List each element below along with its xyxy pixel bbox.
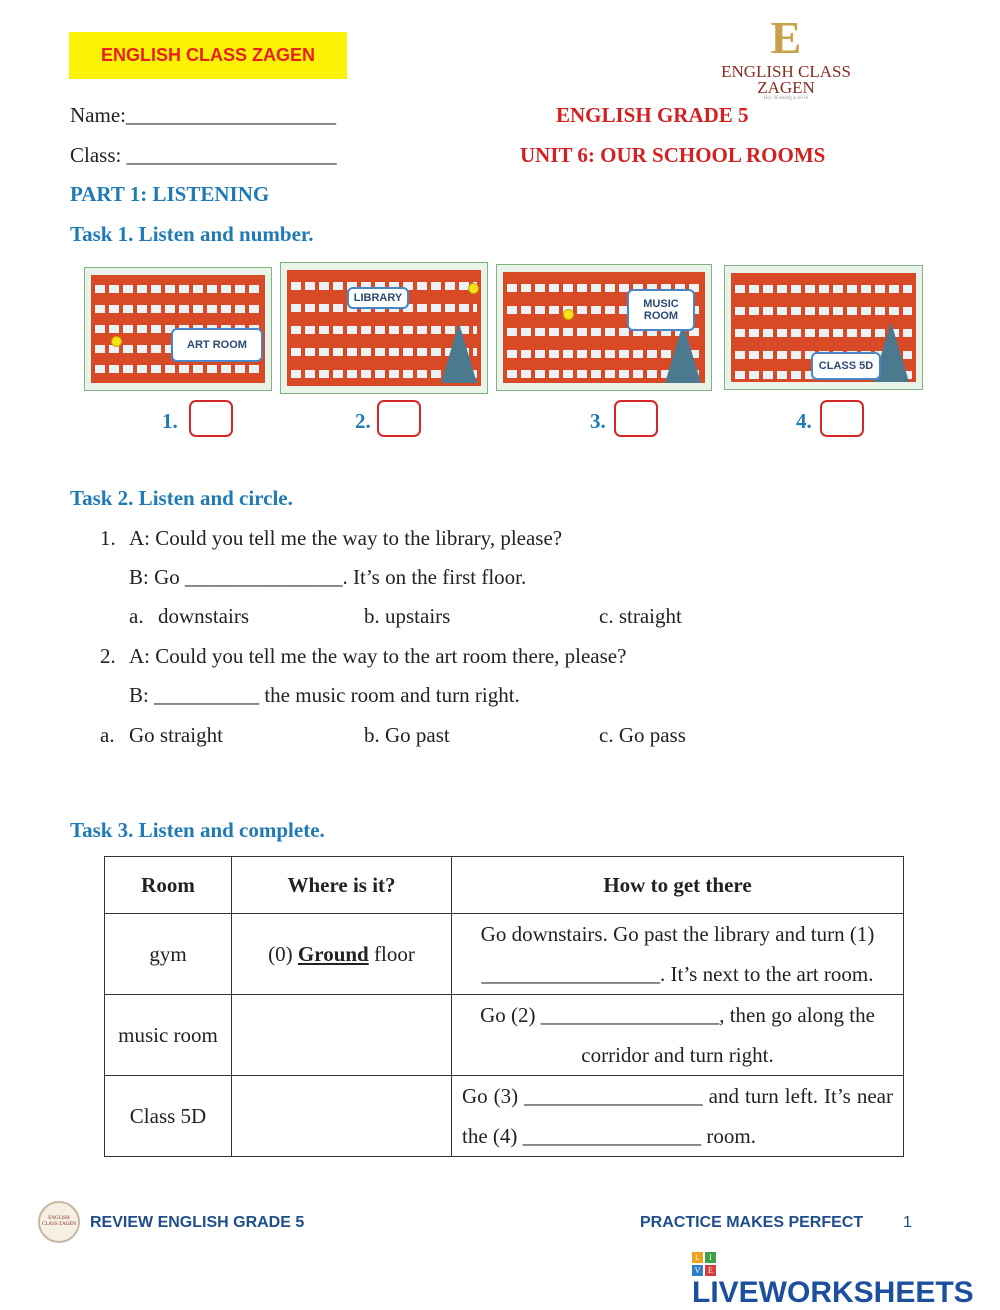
option-letter: a. [129,604,144,628]
brand-logo [706,12,866,101]
answer-box-3[interactable] [614,400,658,437]
logo-letter: E [770,12,802,63]
liveworksheets-brand[interactable] [692,1252,1000,1310]
table-row [105,995,904,1076]
logo-tagline: Học để không ai bỏ lỡ [763,96,809,101]
grade-title: ENGLISH GRADE 5 [556,103,749,127]
column-header-where: Where is it? [232,857,452,914]
question-1-line-a: A: Could you tell me the way to the library, please? [129,526,563,550]
question-1-option-b[interactable]: b. upstairs [364,604,451,628]
answer-box-2[interactable] [377,400,421,437]
column-header-how: How to get there [452,857,904,914]
room-label-library: LIBRARY [347,287,409,309]
table-header-row [105,857,904,914]
where-cell[interactable] [232,995,452,1076]
location-dot [563,309,574,320]
option-letter: a. [100,723,115,747]
task3-table [104,856,904,1157]
room-cell: gym [105,914,232,995]
example-prefix: (0) [268,942,293,966]
where-cell[interactable] [232,1076,452,1157]
table-row [105,914,904,995]
question-number: 1. [100,526,116,550]
how-cell[interactable]: Go downstairs. Go past the library and turn (1) _________________. It’s next to the art room. [452,914,904,995]
answer-number: 3. [590,409,606,433]
table-row [105,1076,904,1157]
logo-text: ENGLISH CLASS ZAGEN [721,62,851,97]
how-cell[interactable]: Go (3) _________________ and turn left. It’s near the (4) _________________ room. [452,1076,904,1157]
footer-left-text: REVIEW ENGLISH GRADE 5 [90,1214,305,1231]
answer-number: 4. [796,409,812,433]
location-dot [111,336,122,347]
header-banner: ENGLISH CLASS ZAGEN [69,32,347,79]
picture-class-5d [724,265,923,390]
column-header-room: Room [105,857,232,914]
picture-library [280,262,488,394]
class-field-label: Class: ____________________ [70,143,337,167]
picture-art-room [84,267,272,391]
room-label-music-room: MUSIC ROOM [627,289,695,331]
answer-box-4[interactable] [820,400,864,437]
liveworksheets-icon: L I V E [692,1252,716,1276]
location-dot [468,283,479,294]
question-2-line-a: A: Could you tell me the way to the art room there, please? [129,644,627,668]
part1-title: PART 1: LISTENING [70,182,270,206]
tree [441,323,477,383]
footer-right-text: PRACTICE MAKES PERFECT [640,1214,864,1231]
question-number: 2. [100,644,116,668]
answer-number: 1. [162,409,178,433]
page-number: 1 [903,1214,912,1231]
example-answer: Ground [297,942,369,966]
question-2-option-a[interactable]: Go straight [129,723,223,747]
question-1-line-b: B: Go _______________. It’s on the first floor. [129,565,527,589]
room-cell: music room [105,995,232,1076]
answer-number: 2. [355,409,371,433]
question-1-option-c[interactable]: c. straight [599,604,682,628]
task1-title: Task 1. Listen and number. [70,222,314,246]
liveworksheets-text: LIVEWORKSHEETS [692,1276,974,1309]
name-field-label: Name:____________________ [70,103,336,127]
room-label-art-room: ART ROOM [171,328,263,362]
task2-title: Task 2. Listen and circle. [70,486,293,510]
answer-box-1[interactable] [189,400,233,437]
tree [665,323,701,383]
unit-title: UNIT 6: OUR SCHOOL ROOMS [520,143,826,167]
question-1-option-a[interactable]: downstairs [158,604,249,628]
footer-logo: ENGLISH CLASS ZAGEN [38,1201,80,1243]
room-label-class-5d: CLASS 5D [811,352,881,380]
question-2-option-b[interactable]: b. Go past [364,723,450,747]
how-cell[interactable]: Go (2) _________________, then go along the corridor and turn right. [452,995,904,1076]
question-2-line-b: B: __________ the music room and turn right. [129,683,520,707]
where-cell [232,914,452,995]
example-suffix: floor [374,942,415,966]
task3-title: Task 3. Listen and complete. [70,818,325,842]
room-cell: Class 5D [105,1076,232,1157]
picture-music-room [496,264,712,391]
question-2-option-c[interactable]: c. Go pass [599,723,686,747]
